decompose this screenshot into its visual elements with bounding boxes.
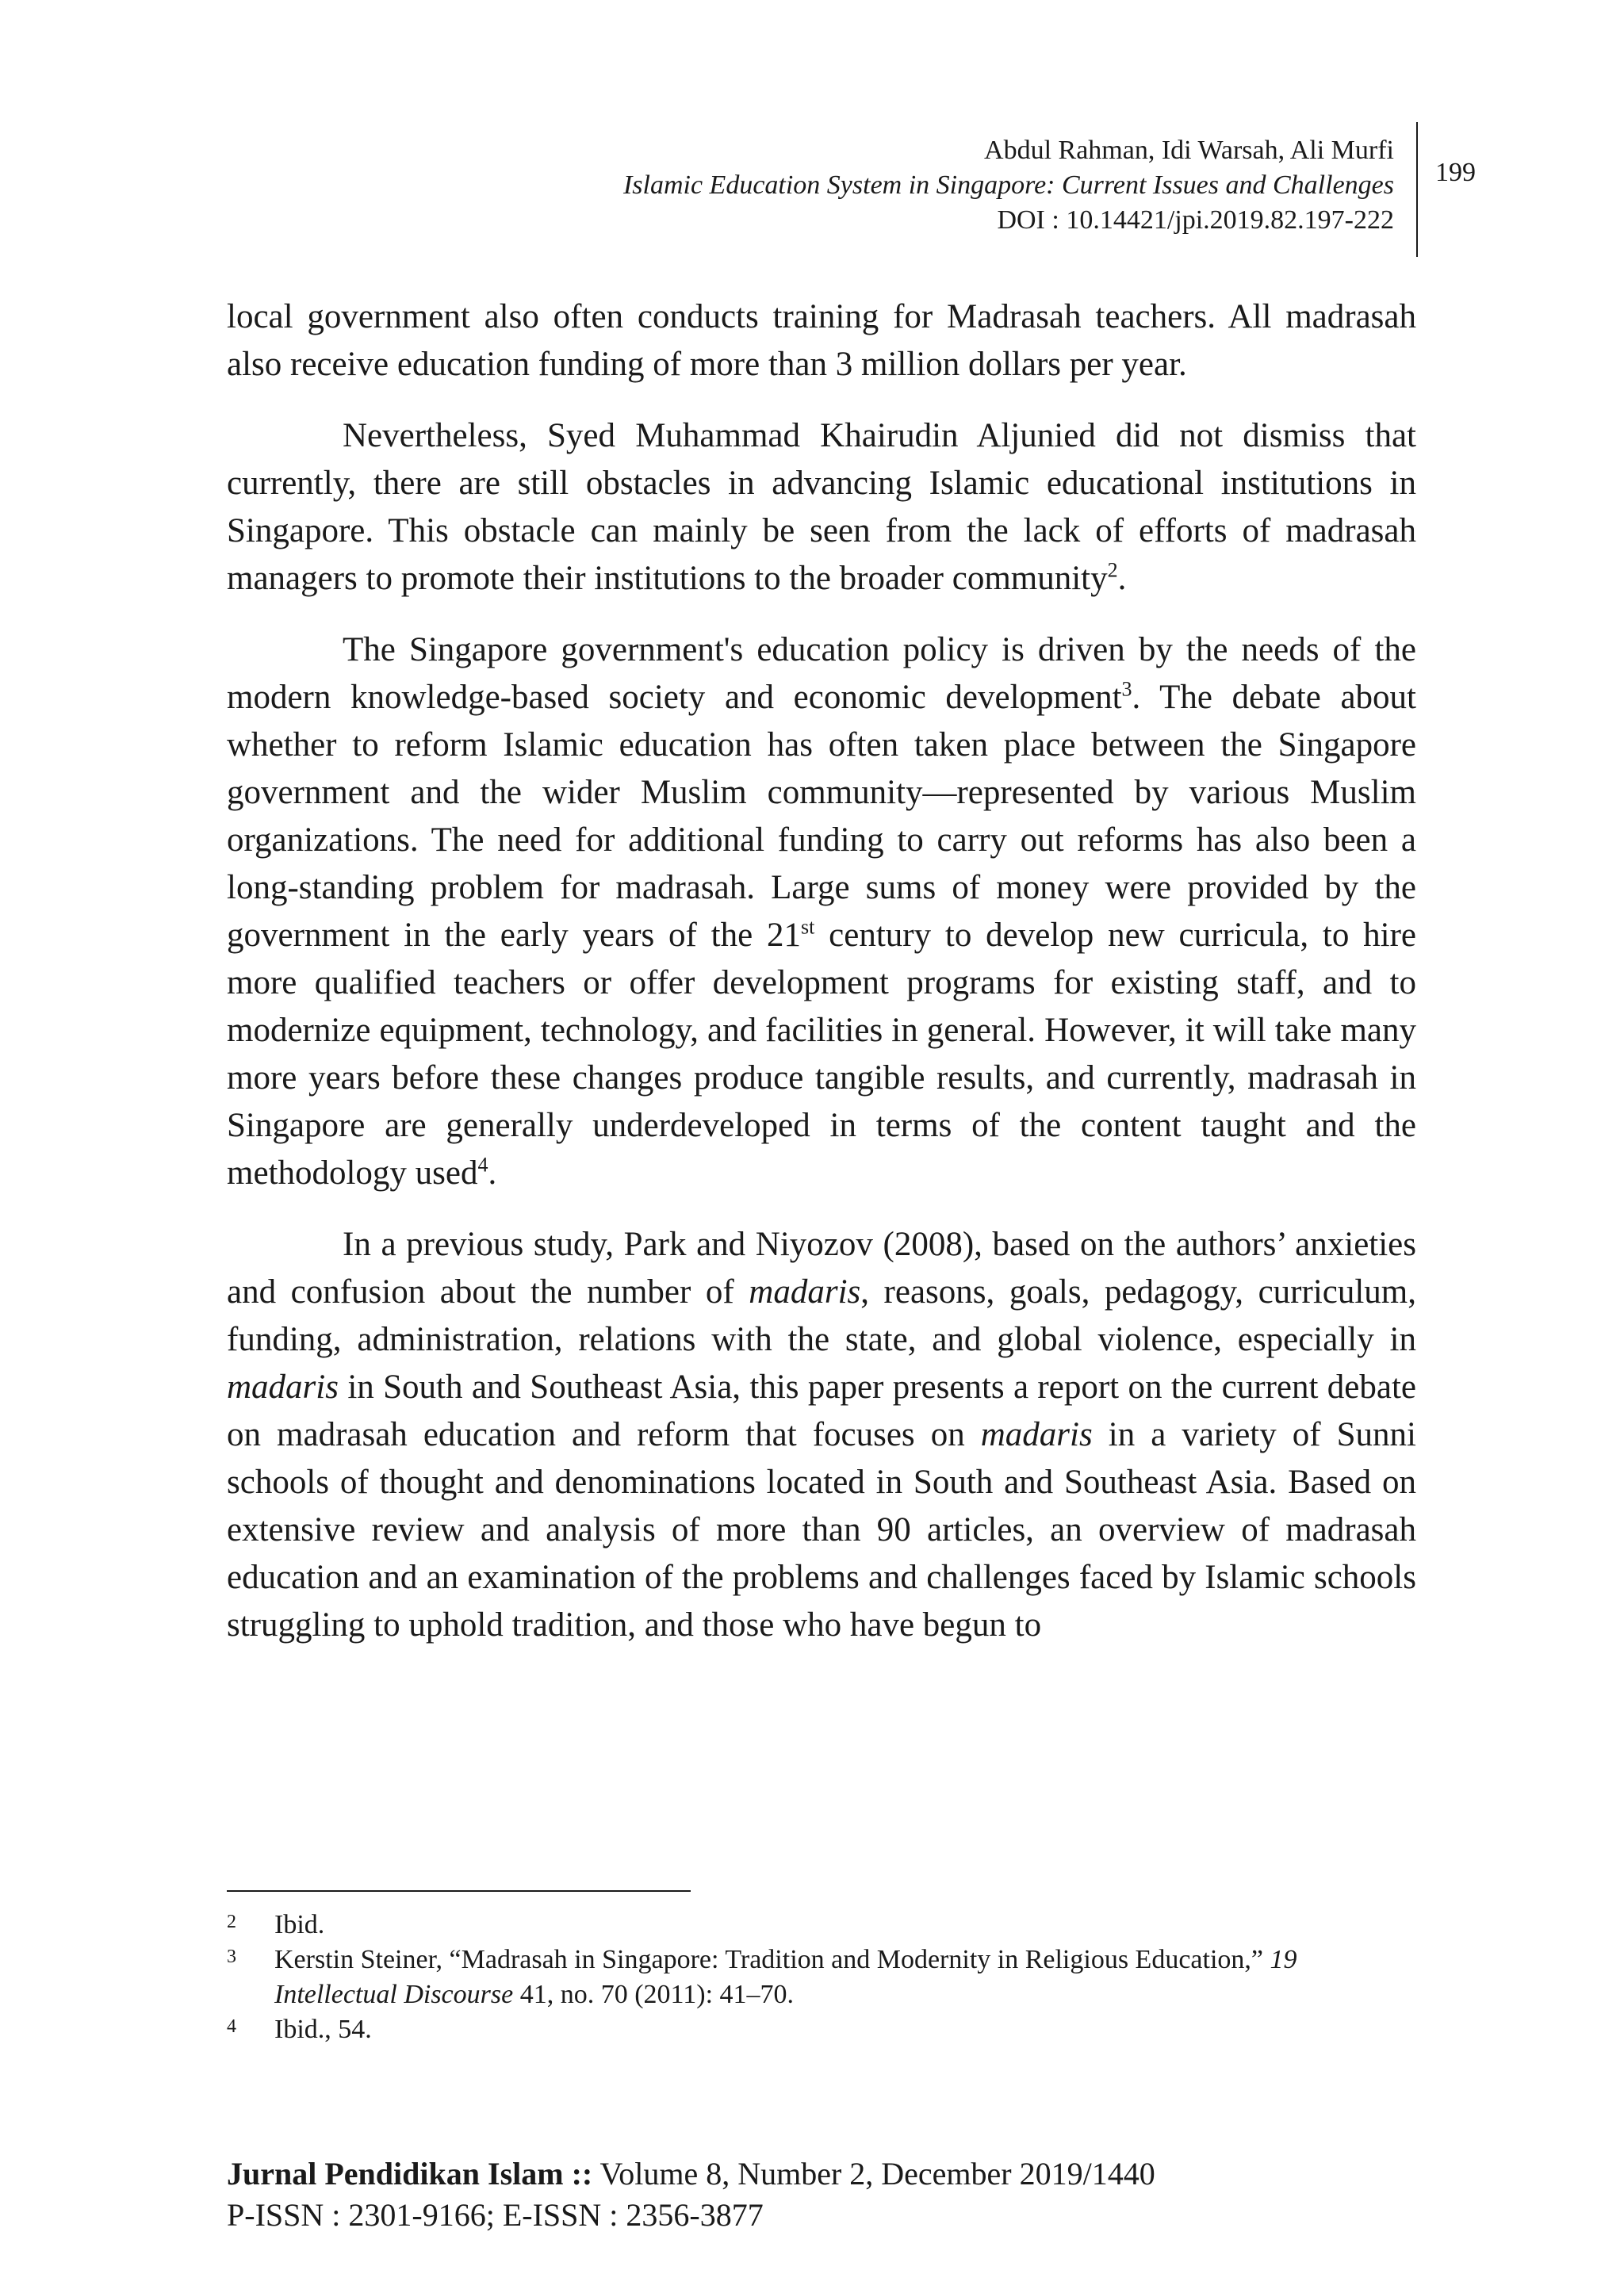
footnote-text: Kerstin Steiner, “Madrasah in Singapore: Tradition and Modernity in Religious Education,” 19 Intellectual Discourse 41, no. 70 (2011): 41–70. (274, 1945, 1297, 2009)
footnote-ref-2[interactable]: 2 (1107, 558, 1118, 582)
paragraph-3: The Singapore government's education policy is driven by the needs of the modern knowledge-based society and economic development$^3$. The debate about whether to reform Islamic education has often taken place between the Singapore government and the wider Muslim community—represented by various Muslim organizations. The need for additional funding to carry out reforms has also been a long-standing problem for madrasah. Large sums of money were provided by the government in the early years of the 21st century to develop new curricula, to hire more qualified teachers or offer development programs for existing staff, and to modernize equipment, technology, and facilities in general. However, it will take many more years before these changes produce tangible results, and currently, madrasah in Singapore are generally underdeveloped in terms of the content taught and the methodology used$^4$. (227, 631, 1416, 1192)
header-divider (1416, 122, 1418, 257)
italic-term: madaris (227, 1369, 339, 1406)
journal-volume: Volume 8, Number 2, December 2019/1440 (592, 2156, 1155, 2192)
footnote-4 (227, 2012, 1416, 2047)
page-footer (227, 2153, 1155, 2236)
running-header (442, 133, 1394, 238)
ordinal-suffix: st (801, 915, 815, 939)
footnote-number: 4 (227, 2016, 236, 2037)
footnote-separator (227, 1890, 691, 1892)
footnote-3 (227, 1943, 1416, 2012)
italic-term: madaris (980, 1416, 1093, 1453)
issn-line: P-ISSN : 2301-9166; E-ISSN : 2356-3877 (227, 2197, 764, 2233)
italic-term: madaris (749, 1273, 861, 1311)
article-body (227, 293, 1416, 1673)
footnote-2 (227, 1908, 1416, 1943)
footnote-number: 3 (227, 1947, 236, 1967)
footnote-ref-3[interactable]: 3 (1121, 677, 1132, 701)
journal-line (227, 2153, 1155, 2195)
footnote-number: 2 (227, 1912, 236, 1932)
journal-title: 19 Intellectual Discourse (274, 1945, 1297, 2009)
page-number: 199 (1435, 158, 1476, 187)
paragraph-4: In a previous study, Park and Niyozov (2008), based on the authors’ anxieties and confusion about the number of madaris, reasons, goals, pedagogy, curriculum, funding, administration, relations with the state, and global violence, especially in madaris in South and Southeast Asia, this paper presents a report on the current debate on madrasah education and reform that focuses on madaris in a variety of Sunni schools of thought and denominations located in South and Southeast Asia. Based on extensive review and analysis of more than 90 articles, an overview of madrasah education and an examination of the problems and challenges faced by Islamic schools struggling to uphold tradition, and those who have begun to (227, 1226, 1416, 1644)
paragraph-2: Nevertheless, Syed Muhammad Khairudin Aljunied did not dismiss that currently, there are still obstacles in advancing Islamic educational institutions in Singapore. This obstacle can mainly be seen from the lack of efforts of madrasah managers to promote their institutions to the broader community$^2$. (227, 417, 1416, 597)
footnote-text: Ibid., 54. (274, 2015, 372, 2044)
footnotes (227, 1908, 1416, 2047)
journal-name: Jurnal Pendidikan Islam :: (227, 2156, 593, 2192)
footnote-ref-4[interactable]: 4 (477, 1153, 488, 1177)
header-article-title: Islamic Education System in Singapore: Current Issues and Challenges (622, 170, 1394, 200)
header-authors: Abdul Rahman, Idi Warsah, Ali Murfi (984, 136, 1394, 165)
header-doi: DOI : 10.14421/jpi.2019.82.197-222 (997, 205, 1394, 235)
footnote-text: Ibid. (274, 1910, 325, 1939)
paragraph-1: local government also often conducts training for Madrasah teachers. All madrasah also receive education funding of more than 3 million dollars per year. (227, 298, 1416, 383)
